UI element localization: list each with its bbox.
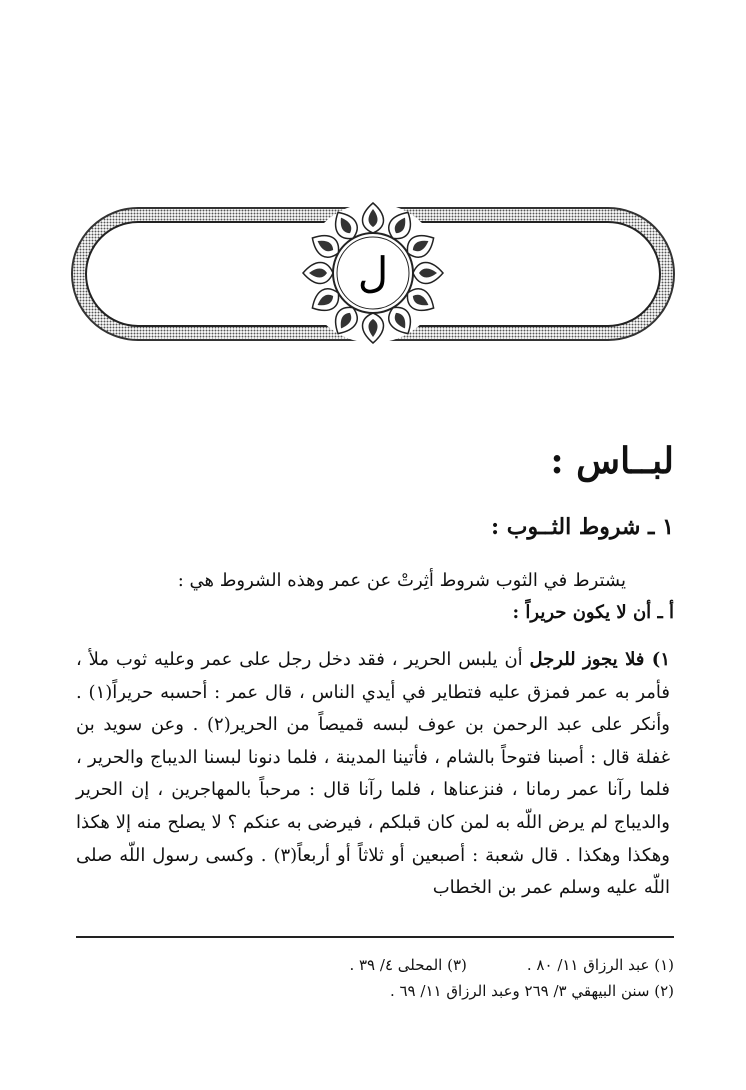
- section-heading: لبــاس :: [550, 440, 674, 482]
- paragraph-text: أن يلبس الحرير ، فقد دخل رجل على عمر وعليه ثوب ملأ ، فأمر به عمر فمزق عليه فتطاير في أيدي الناس ، قال عمر : أحسبه حريراً(١) . وأنكر على عبد الرحمن بن عوف لبسه قميصاً من الحرير(٢) . وعن سويد بن غفلة قال : أصبنا فتوحاً بالشام ، فأتينا المدينة ، فلما دنونا لبسنا الديباج والحرير ، فلما رآنا عمر رمانا ، فنزعناها ، فلما رآنا قال : مرحباً بالمهاجرين ، إن الحرير والديباج لم يرض اللّه به لمن كان قبلكم ، فيرضى به عنكم ؟ لا يصلح منه إلا هكذا وهكذا وهكذا . قال شعبة : أصبعين أو ثلاثاً أو أربعاً(٣) . وكسى رسول اللّه صلى اللّه عليه وسلم عمر بن الخطاب: [76, 649, 670, 899]
- condition-a-heading: أ ـ أن لا يكون حريراً :: [512, 602, 674, 623]
- paragraph-lead: ١) فلا يجوز للرجل: [529, 649, 670, 670]
- chapter-banner: [70, 200, 676, 346]
- footnote-1: (١) عبد الرزاق ١١/ ٨٠ .: [526, 956, 674, 974]
- rosette-ornament: [303, 203, 443, 343]
- footnotes: [74, 952, 674, 1004]
- chapter-letter: ل: [357, 248, 389, 297]
- body-paragraph: [76, 644, 670, 905]
- banner-frame-graphic: [70, 200, 676, 346]
- subsection-heading: ١ ـ شروط الثــوب :: [491, 514, 674, 540]
- intro-line: يشترط في الثوب شروط أثِرتْ عن عمر وهذه الشروط هي :: [177, 570, 626, 591]
- footnote-3: (٣) المحلى ٤/ ٣٩ .: [349, 956, 467, 974]
- footnote-2: (٢) سنن البيهقي ٣/ ٢٦٩ وعبد الرزاق ١١/ ٦٩ .: [389, 982, 674, 1000]
- footnote-divider: [76, 936, 674, 938]
